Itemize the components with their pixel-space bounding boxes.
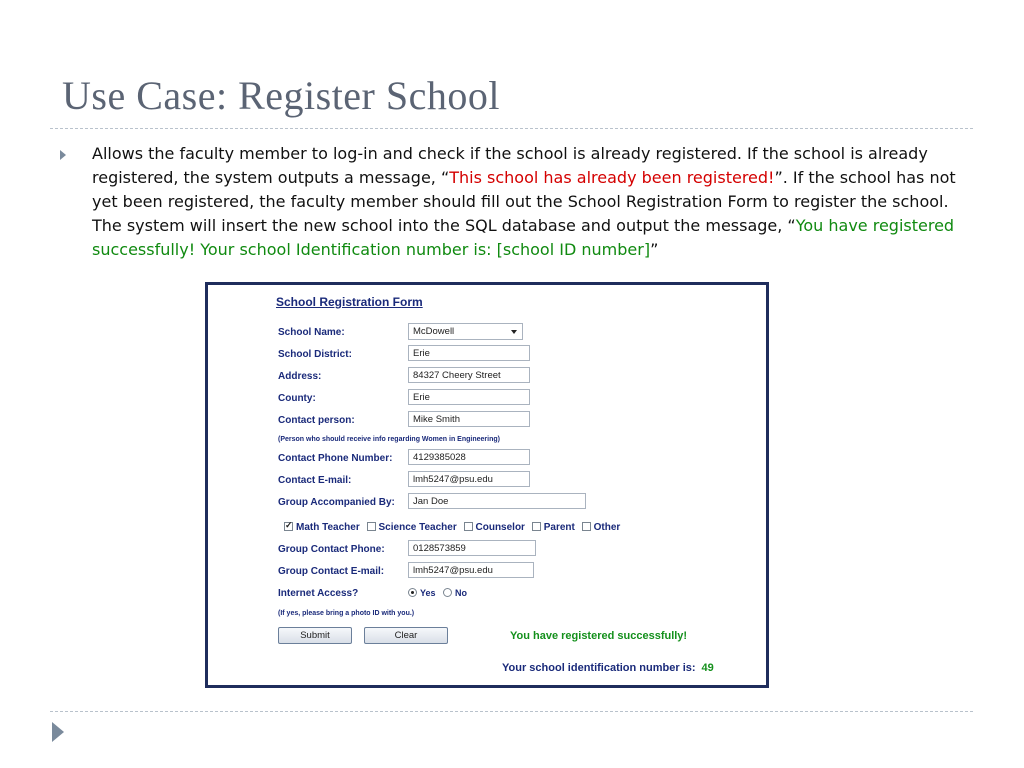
group-accompanied-input[interactable]: Jan Doe — [408, 493, 586, 509]
contact-email-input[interactable]: lmh5247@psu.edu — [408, 471, 530, 487]
county-input[interactable]: Erie — [408, 389, 530, 405]
body-text-part-1: Allows the faculty member to log-in and check if the school is already registered. If the school is already registered, the system outputs a message, “ — [92, 144, 928, 187]
dropdown-caret-icon — [511, 330, 517, 334]
checkbox-parent[interactable] — [532, 522, 575, 533]
radio-icon[interactable] — [443, 588, 452, 597]
corner-arrow-icon — [52, 722, 64, 742]
title-divider — [50, 128, 973, 129]
contact-phone-label: Contact Phone Number: — [278, 453, 393, 464]
checkbox-icon[interactable] — [532, 522, 541, 531]
internet-access-label: Internet Access? — [278, 588, 359, 599]
photo-id-note: (If yes, please bring a photo ID with you.) — [278, 610, 415, 617]
clear-button[interactable]: Clear — [364, 627, 448, 644]
school-name-label: School Name: — [278, 327, 345, 338]
school-id-label: Your school identification number is: — [502, 662, 696, 674]
checkbox-label: Math Teacher — [296, 522, 360, 533]
contact-person-label: Contact person: — [278, 415, 355, 426]
school-name-select[interactable] — [408, 323, 523, 340]
submit-button[interactable]: Submit — [278, 627, 352, 644]
school-district-input[interactable]: Erie — [408, 345, 530, 361]
checkbox-label: Parent — [543, 522, 575, 533]
group-phone-input[interactable]: 0128573859 — [408, 540, 536, 556]
slide-body-text — [92, 142, 972, 262]
checkbox-icon[interactable] — [464, 522, 473, 531]
radio-selected-icon[interactable] — [408, 588, 417, 597]
bullet-arrow-icon — [60, 150, 66, 160]
school-district-label: School District: — [278, 349, 352, 360]
group-accompanied-label: Group Accompanied By: — [278, 497, 395, 508]
radio-label: Yes — [420, 588, 436, 598]
checkbox-math-teacher[interactable] — [284, 522, 360, 533]
radio-no[interactable] — [443, 588, 467, 598]
slide-title: Use Case: Register School — [62, 73, 500, 118]
county-label: County: — [278, 393, 316, 404]
checkbox-label: Science Teacher — [378, 522, 457, 533]
checkbox-science-teacher[interactable] — [367, 522, 457, 533]
address-label: Address: — [278, 371, 322, 382]
group-phone-label: Group Contact Phone: — [278, 544, 385, 555]
contact-person-input[interactable]: Mike Smith — [408, 411, 530, 427]
already-registered-message: This school has already been registered! — [449, 168, 775, 187]
internet-access-radios — [408, 588, 467, 598]
checkbox-checked-icon[interactable] — [284, 522, 293, 531]
radio-yes[interactable] — [408, 588, 436, 598]
checkbox-other[interactable] — [582, 522, 621, 533]
address-input[interactable]: 84327 Cheery Street — [408, 367, 530, 383]
footer-divider — [50, 711, 973, 712]
body-text-part-3: ” — [650, 240, 659, 259]
school-id-line — [502, 662, 714, 674]
checkbox-label: Counselor — [475, 522, 525, 533]
success-message: You have registered successfully! — [510, 630, 688, 642]
registered-success-message: You have registered successfully! Your school Identification number is: [school ID number] — [92, 216, 955, 259]
checkbox-icon[interactable] — [582, 522, 591, 531]
form-title: School Registration Form — [276, 295, 423, 309]
school-name-value: McDowell — [413, 326, 455, 337]
radio-label: No — [455, 588, 468, 598]
contact-phone-input[interactable]: 4129385028 — [408, 449, 530, 465]
registration-form-screenshot — [205, 282, 769, 688]
group-email-input[interactable]: lmh5247@psu.edu — [408, 562, 534, 578]
checkbox-counselor[interactable] — [464, 522, 525, 533]
body-text-part-2: ”. If the school has not yet been registered, the faculty member should fill out the School Registration Form to register the school. The system will insert the new school into the SQL database and output the message, “ — [92, 168, 956, 235]
checkbox-label: Other — [593, 522, 621, 533]
school-id-value: 49 — [701, 662, 714, 674]
group-email-label: Group Contact E-mail: — [278, 566, 385, 577]
contact-email-label: Contact E-mail: — [278, 475, 352, 486]
group-type-checkboxes — [284, 522, 624, 533]
checkbox-icon[interactable] — [367, 522, 376, 531]
contact-person-note: (Person who should receive info regarding Women in Engineering) — [278, 436, 500, 443]
